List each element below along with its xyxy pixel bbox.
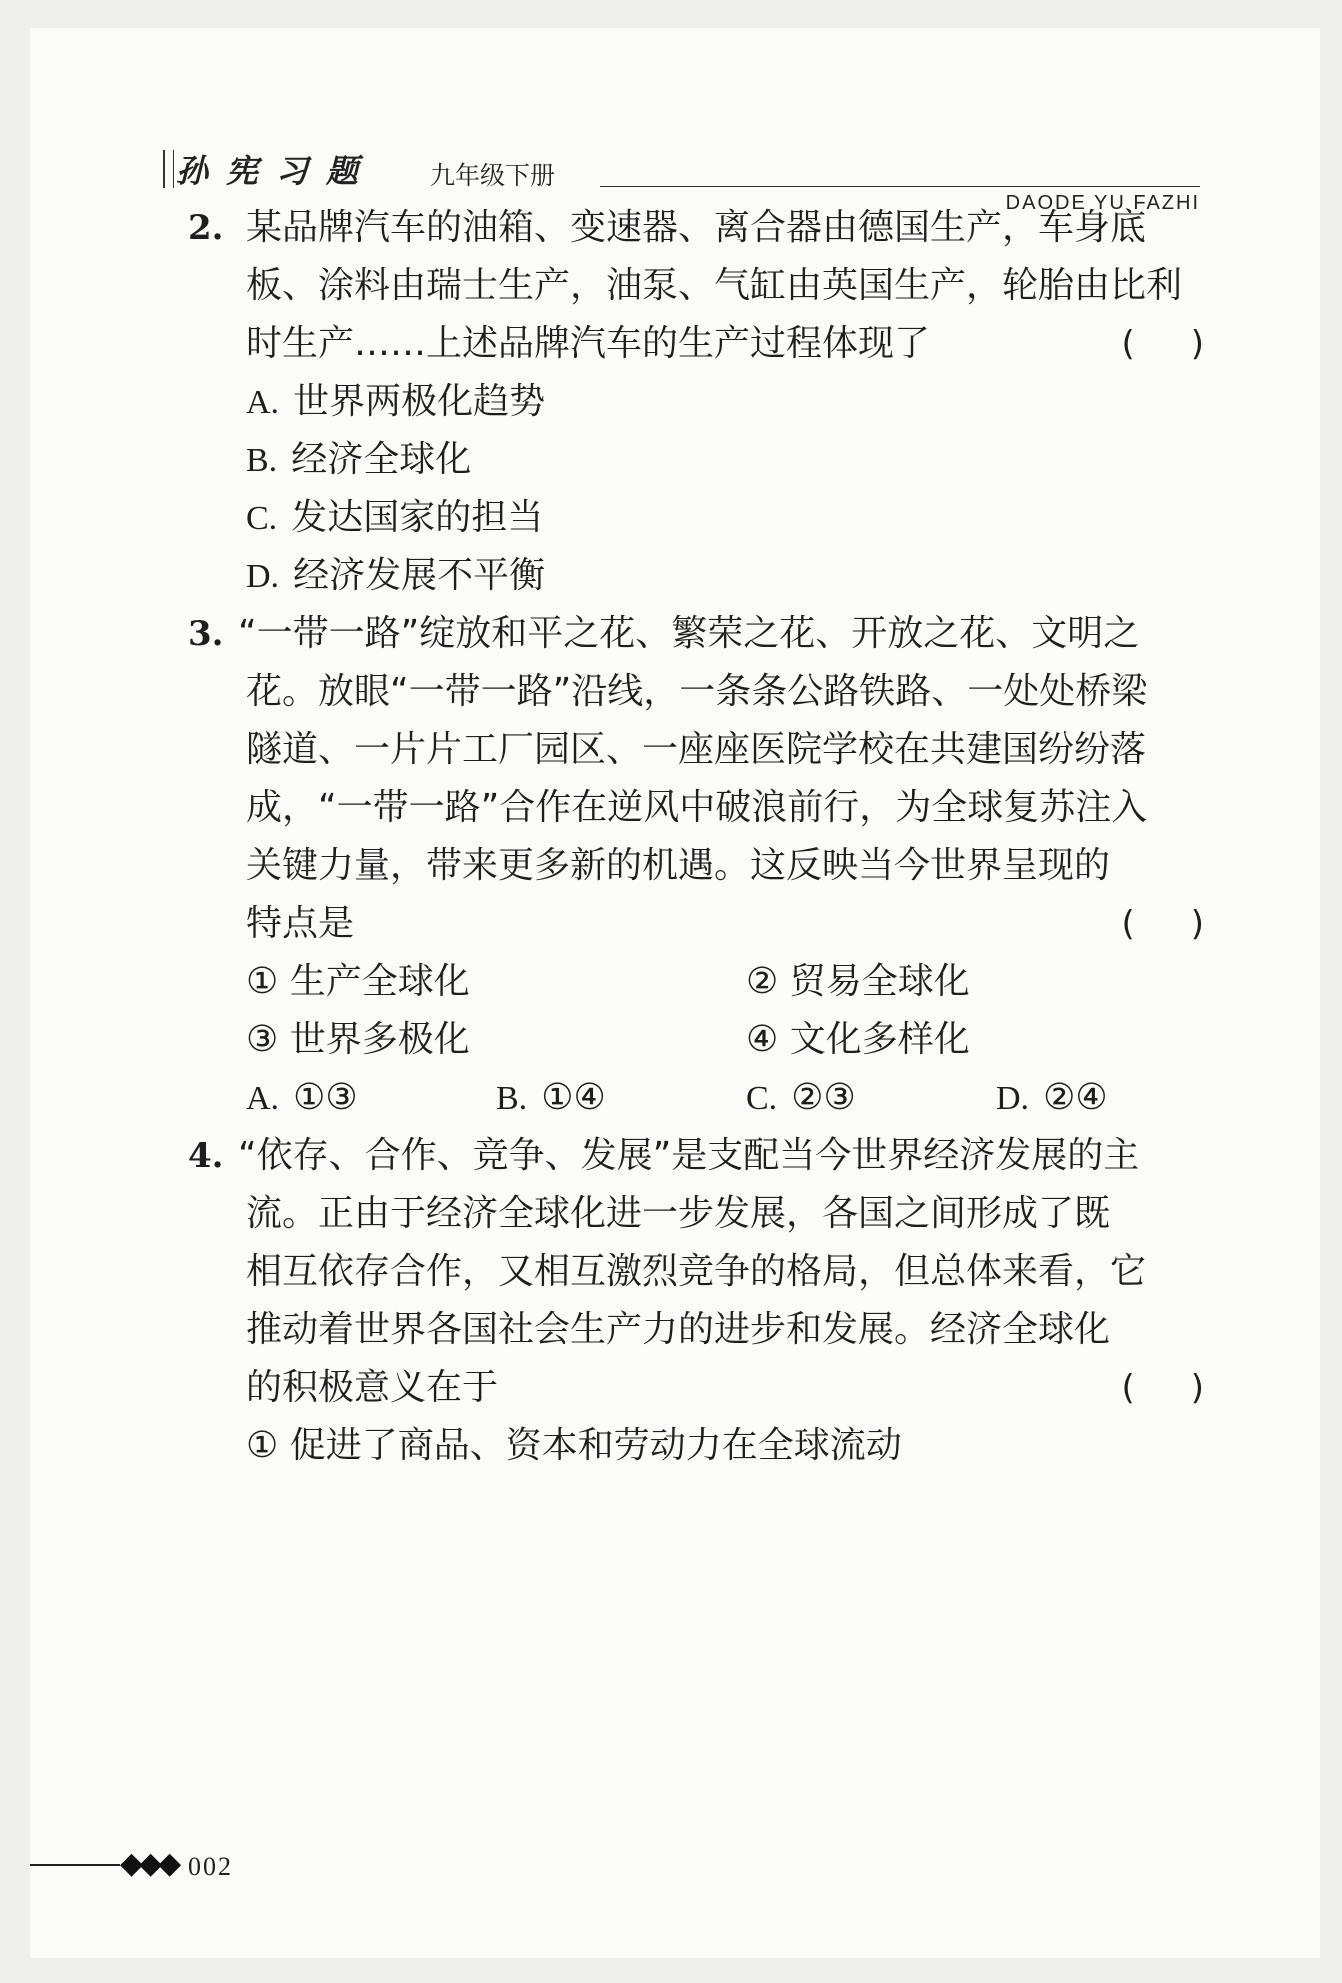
- question-text-line: 关键力量，带来更多新的机遇。这反映当今世界呈现的: [246, 845, 1111, 886]
- answer-blank[interactable]: [1121, 904, 1204, 944]
- option-a[interactable]: [246, 1078, 358, 1119]
- option-letter: C.: [746, 1080, 778, 1117]
- grade-label: 九年级下册: [430, 161, 556, 190]
- footer-rule: [30, 1864, 120, 1866]
- option-text: ①③: [293, 1077, 358, 1118]
- option-letter: B.: [246, 442, 278, 479]
- answer-paren-open: (: [1121, 324, 1135, 364]
- question-text-line: 隧道、一片片工厂园区、一座座医院学校在共建国纷纷落: [246, 729, 1147, 770]
- option-d[interactable]: [996, 1078, 1108, 1119]
- question-text-line: 推动着世界各国社会生产力的进步和发展。经济全球化: [246, 1309, 1111, 1350]
- option-letter: D.: [246, 558, 280, 595]
- question-text-line: 某品牌汽车的油箱、变速器、离合器由德国生产，车身底: [246, 207, 1147, 248]
- answer-paren-close: ): [1190, 1368, 1204, 1408]
- question-text-line: 板、涂料由瑞士生产，油泵、气缸由英国生产，轮胎由比利: [246, 265, 1183, 306]
- option-letter: B.: [496, 1080, 528, 1117]
- option-b[interactable]: [496, 1078, 606, 1119]
- option-b[interactable]: [246, 440, 471, 481]
- question-text-line: 成，“一带一路”合作在逆风中破浪前行，为全球复苏注入: [246, 787, 1148, 828]
- question-text-line: “依存、合作、竞争、发展”是支配当今世界经济发展的主: [238, 1135, 1140, 1176]
- statement-item: ① 促进了商品、资本和劳动力在全球流动: [246, 1425, 902, 1466]
- page-footer: [0, 1840, 1342, 1900]
- answer-paren-close: ): [1190, 904, 1204, 944]
- option-text: ①④: [541, 1077, 606, 1118]
- subject-label: DAODE YU FAZHI: [1005, 192, 1200, 214]
- option-d[interactable]: [246, 556, 545, 597]
- series-title: 孙宪习题: [176, 152, 377, 190]
- question-text-line: 流。正由于经济全球化进一步发展，各国之间形成了既: [246, 1193, 1111, 1234]
- option-c[interactable]: [746, 1078, 856, 1119]
- statement-item: ④ 文化多样化: [746, 1019, 970, 1060]
- question-text-line: 特点是: [246, 903, 355, 944]
- answer-blank[interactable]: [1121, 1368, 1204, 1408]
- question-text-line: 花。放眼“一带一路”沿线，一条条公路铁路、一处处桥梁: [246, 671, 1148, 712]
- statement-item: ③ 世界多极化: [246, 1019, 470, 1060]
- statement-item: ② 贸易全球化: [746, 961, 970, 1002]
- option-text: 世界两极化趋势: [293, 381, 546, 422]
- question-text-line: 相互依存合作，又相互激烈竞争的格局，但总体来看，它: [246, 1251, 1147, 1292]
- option-text: ②④: [1043, 1077, 1108, 1118]
- question-text-line: “一带一路”绽放和平之花、繁荣之花、开放之花、文明之: [238, 613, 1140, 654]
- answer-paren-open: (: [1121, 1368, 1135, 1408]
- question-number: 4.: [188, 1136, 224, 1176]
- answer-paren-open: (: [1121, 904, 1135, 944]
- question-number: 2.: [188, 208, 224, 248]
- answer-paren-close: ): [1190, 324, 1204, 364]
- statement-item: ① 生产全球化: [246, 961, 470, 1002]
- option-text: 发达国家的担当: [291, 497, 544, 538]
- page-number: 002: [188, 1852, 233, 1881]
- answer-blank[interactable]: [1121, 324, 1204, 364]
- option-c[interactable]: [246, 498, 543, 539]
- option-text: ②③: [791, 1077, 856, 1118]
- option-letter: A.: [246, 384, 280, 421]
- option-letter: C.: [246, 500, 278, 537]
- option-letter: D.: [996, 1080, 1030, 1117]
- option-text: 经济发展不平衡: [293, 555, 546, 596]
- diamond-ornament-icon: ◆◆◆: [120, 1846, 178, 1881]
- option-text: 经济全球化: [291, 439, 472, 480]
- question-text-line: 的积极意义在于: [246, 1367, 499, 1408]
- option-letter: A.: [246, 1080, 280, 1117]
- question-text-line: 时生产……上述品牌汽车的生产过程体现了: [246, 323, 931, 364]
- question-number: 3.: [188, 614, 224, 654]
- option-a[interactable]: [246, 382, 545, 423]
